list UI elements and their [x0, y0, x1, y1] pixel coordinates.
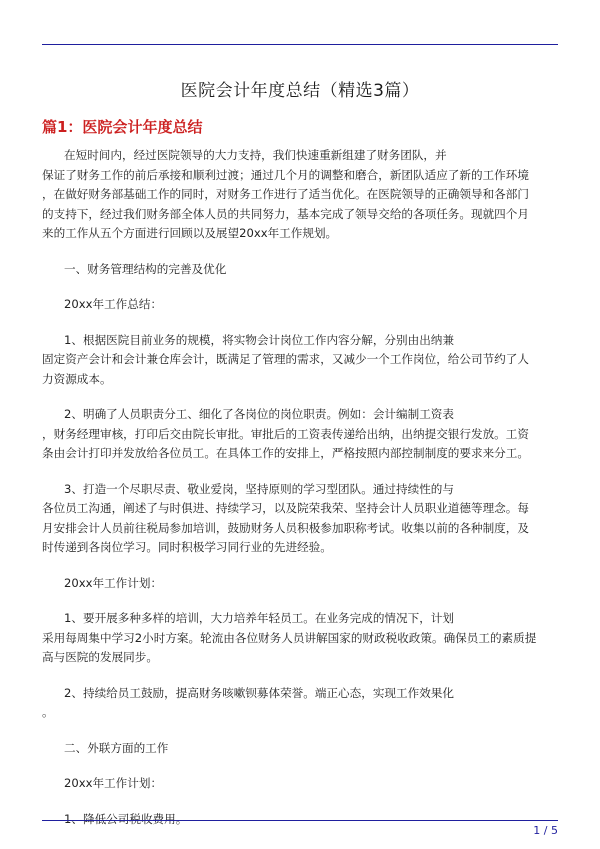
text-line: 2、明确了人员职责分工、细化了各岗位的岗位职责。例如：会计编制工资表	[64, 407, 454, 421]
text-line: 来的工作从五个方面进行回顾以及展望20xx年工作规划。	[42, 226, 338, 240]
subheading: 20xx年工作计划：	[64, 776, 163, 790]
text-line: 采用每周集中学习2小时方案。轮流由各位财务人员讲解国家的财政税收政策。确保员工的素质提	[42, 630, 537, 645]
text-line: ，财务经理审核，打印后交由院长审批。审批后的工资表传递给出纳，出纳提交银行发放。工资	[42, 426, 529, 441]
text-line: 1、根据医院目前业务的规模，将实物会计岗位工作内容分解，分别由出纳兼	[64, 332, 454, 347]
header-rule	[42, 44, 558, 45]
paragraph	[42, 609, 562, 668]
paragraph	[42, 146, 562, 244]
subheading: 20xx年工作计划：	[64, 575, 163, 590]
text-line: 在短时间内，经过医院领导的大力支持，我们快速重新组建了财务团队，并	[64, 148, 447, 162]
text-line: 保证了财务工作的前后承接和顺利过渡；通过几个月的调整和磨合，新团队适应了新的工作环境	[42, 167, 529, 182]
paragraph	[42, 684, 562, 723]
page-number: 1 / 5	[533, 824, 558, 837]
footer-rule	[42, 820, 558, 821]
text-line: 时传递到各岗位学习。同时积极学习同行业的先进经验。	[42, 540, 332, 554]
document-title: 医院会计年度总结（精选3篇）	[180, 81, 420, 101]
subheading: 一、财务管理结构的完善及优化	[64, 261, 227, 276]
text-line: 3、打造一个尽职尽责、敬业爱岗，坚持原则的学习型团队。通过持续性的与	[64, 481, 454, 496]
subheading: 1、降低公司税收费用。	[64, 811, 188, 826]
text-line: 。	[42, 705, 54, 719]
text-line: 高与医院的发展同步。	[42, 650, 158, 664]
text-line: ，在做好财务部基础工作的同时，对财务工作进行了适当优化。在医院领导的正确领导和各部门	[42, 187, 529, 201]
text-line: 固定资产会计和会计兼仓库会计，既满足了管理的需求，又减少一个工作岗位，给公司节约了人	[42, 352, 529, 366]
section-title: 篇1：医院会计年度总结	[42, 118, 203, 136]
text-line: 2、持续给员工鼓励，提高财务咳嗽钡募体荣誉。端正心态，实现工作效果化	[64, 685, 454, 700]
text-line: 月安排会计人员前往税局参加培训，鼓励财务人员积极参加职称考试。收集以前的各种制度，及	[42, 520, 529, 535]
paragraph	[42, 480, 562, 558]
text-line: 条由会计打印并发放给各位员工。在具体工作的安排上，严格按照内部控制制度的要求来分工。	[42, 446, 529, 460]
paragraph	[42, 331, 562, 390]
paragraph	[42, 405, 562, 464]
text-line: 1、要开展多种多样的培训，大力培养年轻员工。在业务完成的情况下，计划	[64, 611, 454, 625]
text-line: 的支持下，经过我们财务部全体人员的共同努力，基本完成了领导交给的各项任务。现就四个月	[42, 206, 529, 221]
subheading: 20xx年工作总结：	[64, 297, 163, 311]
text-line: 力资源成本。	[42, 371, 112, 386]
subheading: 二、外联方面的工作	[64, 740, 169, 755]
document-body	[42, 146, 562, 845]
text-line: 各位员工沟通，阐述了与时俱进、持续学习，以及院荣我荣、坚持会计人员职业道德等理念。每	[42, 501, 529, 515]
